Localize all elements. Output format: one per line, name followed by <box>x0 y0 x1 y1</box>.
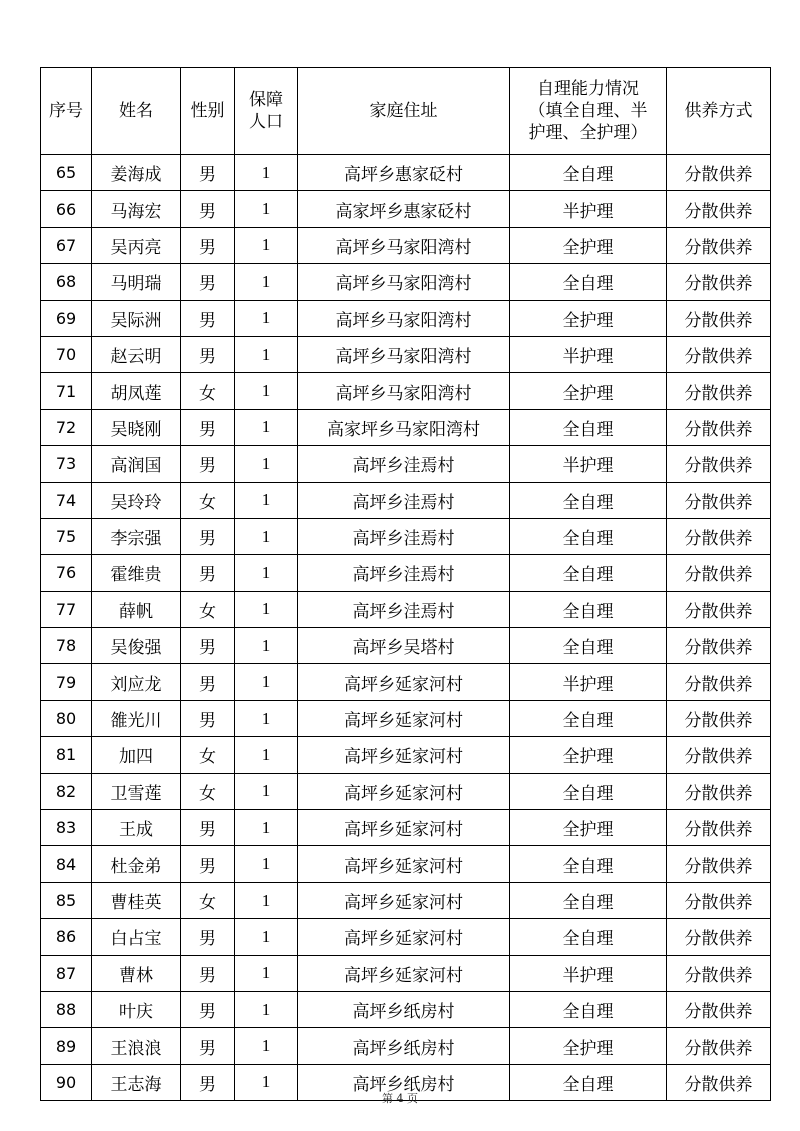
self-care-cell: 全护理 <box>510 227 667 263</box>
covered-count-cell: 1 <box>235 555 298 591</box>
self-care-cell: 全自理 <box>510 155 667 191</box>
table-row <box>41 846 771 882</box>
seq-cell: 74 <box>41 482 92 518</box>
seq-cell: 81 <box>41 737 92 773</box>
support-method-cell: 分散供养 <box>667 628 771 664</box>
seq-cell: 87 <box>41 955 92 991</box>
seq-cell: 84 <box>41 846 92 882</box>
address-cell: 高坪乡洼焉村 <box>298 482 510 518</box>
self-care-cell: 全自理 <box>510 700 667 736</box>
covered-count-cell: 1 <box>235 700 298 736</box>
table-row <box>41 518 771 554</box>
self-care-cell: 全自理 <box>510 591 667 627</box>
covered-count-cell: 1 <box>235 737 298 773</box>
covered-count-cell: 1 <box>235 991 298 1027</box>
name-cell: 胡凤莲 <box>92 373 181 409</box>
name-cell: 吴俊强 <box>92 628 181 664</box>
address-cell: 高坪乡延家河村 <box>298 773 510 809</box>
self-care-cell: 全自理 <box>510 409 667 445</box>
table-row <box>41 446 771 482</box>
address-cell: 高坪乡延家河村 <box>298 737 510 773</box>
name-cell: 刘应龙 <box>92 664 181 700</box>
address-cell: 高坪乡洼焉村 <box>298 555 510 591</box>
name-cell: 曹桂英 <box>92 882 181 918</box>
header-covered-persons <box>235 68 298 155</box>
name-cell: 马明瑞 <box>92 264 181 300</box>
name-cell: 雒光川 <box>92 700 181 736</box>
self-care-cell: 全自理 <box>510 846 667 882</box>
seq-cell: 76 <box>41 555 92 591</box>
self-care-cell: 全自理 <box>510 773 667 809</box>
page-number: 第 4 页 <box>382 1092 418 1105</box>
covered-count-cell: 1 <box>235 446 298 482</box>
name-cell: 曹林 <box>92 955 181 991</box>
name-cell: 吴晓刚 <box>92 409 181 445</box>
address-cell: 高坪乡洼焉村 <box>298 446 510 482</box>
seq-cell: 90 <box>41 1064 92 1100</box>
covered-count-cell: 1 <box>235 882 298 918</box>
seq-cell: 68 <box>41 264 92 300</box>
address-cell: 高坪乡洼焉村 <box>298 591 510 627</box>
support-method-cell: 分散供养 <box>667 846 771 882</box>
covered-count-cell: 1 <box>235 191 298 227</box>
self-care-cell: 全自理 <box>510 482 667 518</box>
support-method-cell: 分散供养 <box>667 300 771 336</box>
address-cell: 高坪乡延家河村 <box>298 700 510 736</box>
gender-cell: 男 <box>181 664 235 700</box>
support-method-cell: 分散供养 <box>667 482 771 518</box>
covered-count-cell: 1 <box>235 373 298 409</box>
table-row <box>41 155 771 191</box>
gender-cell: 男 <box>181 518 235 554</box>
seq-cell: 65 <box>41 155 92 191</box>
self-care-cell: 半护理 <box>510 191 667 227</box>
covered-count-cell: 1 <box>235 1028 298 1064</box>
address-cell: 高坪乡纸房村 <box>298 1064 510 1100</box>
covered-count-cell: 1 <box>235 955 298 991</box>
seq-cell: 71 <box>41 373 92 409</box>
header-gender: 性别 <box>181 68 235 155</box>
address-cell: 高坪乡纸房村 <box>298 991 510 1027</box>
covered-count-cell: 1 <box>235 664 298 700</box>
seq-cell: 82 <box>41 773 92 809</box>
name-cell: 李宗强 <box>92 518 181 554</box>
seq-cell: 88 <box>41 991 92 1027</box>
header-covered-line-2: 人口 <box>249 112 283 132</box>
gender-cell: 男 <box>181 155 235 191</box>
seq-cell: 79 <box>41 664 92 700</box>
table-row <box>41 409 771 445</box>
gender-cell: 女 <box>181 591 235 627</box>
support-method-cell: 分散供养 <box>667 373 771 409</box>
support-method-cell: 分散供养 <box>667 1064 771 1100</box>
self-care-cell: 全自理 <box>510 919 667 955</box>
seq-cell: 77 <box>41 591 92 627</box>
support-method-cell: 分散供养 <box>667 446 771 482</box>
self-care-cell: 全护理 <box>510 810 667 846</box>
support-method-cell: 分散供养 <box>667 191 771 227</box>
covered-count-cell: 1 <box>235 810 298 846</box>
name-cell: 叶庆 <box>92 991 181 1027</box>
support-method-cell: 分散供养 <box>667 518 771 554</box>
covered-count-cell: 1 <box>235 518 298 554</box>
table-row <box>41 591 771 627</box>
name-cell: 王成 <box>92 810 181 846</box>
gender-cell: 男 <box>181 991 235 1027</box>
table-row <box>41 919 771 955</box>
covered-count-cell: 1 <box>235 773 298 809</box>
seq-cell: 83 <box>41 810 92 846</box>
seq-cell: 86 <box>41 919 92 955</box>
address-cell: 高坪乡洼焉村 <box>298 518 510 554</box>
self-care-cell: 半护理 <box>510 955 667 991</box>
address-cell: 高坪乡延家河村 <box>298 664 510 700</box>
self-care-cell: 全自理 <box>510 882 667 918</box>
self-care-cell: 全自理 <box>510 628 667 664</box>
table-row <box>41 773 771 809</box>
gender-cell: 男 <box>181 409 235 445</box>
covered-count-cell: 1 <box>235 336 298 372</box>
gender-cell: 男 <box>181 919 235 955</box>
support-method-cell: 分散供养 <box>667 336 771 372</box>
gender-cell: 男 <box>181 264 235 300</box>
gender-cell: 女 <box>181 482 235 518</box>
support-method-cell: 分散供养 <box>667 555 771 591</box>
self-care-cell: 全自理 <box>510 991 667 1027</box>
seq-cell: 85 <box>41 882 92 918</box>
covered-count-cell: 1 <box>235 409 298 445</box>
support-method-cell: 分散供养 <box>667 737 771 773</box>
support-method-cell: 分散供养 <box>667 227 771 263</box>
table-row <box>41 336 771 372</box>
address-cell: 高坪乡马家阳湾村 <box>298 300 510 336</box>
gender-cell: 男 <box>181 191 235 227</box>
seq-cell: 72 <box>41 409 92 445</box>
self-care-cell: 半护理 <box>510 664 667 700</box>
header-address: 家庭住址 <box>298 68 510 155</box>
header-self-care-line-3: 护理、全护理） <box>528 123 648 143</box>
address-cell: 高坪乡延家河村 <box>298 810 510 846</box>
support-method-cell: 分散供养 <box>667 1028 771 1064</box>
support-method-cell: 分散供养 <box>667 264 771 300</box>
gender-cell: 男 <box>181 1064 235 1100</box>
seq-cell: 78 <box>41 628 92 664</box>
name-cell: 薛帆 <box>92 591 181 627</box>
table-row <box>41 810 771 846</box>
covered-count-cell: 1 <box>235 846 298 882</box>
name-cell: 杜金弟 <box>92 846 181 882</box>
gender-cell: 男 <box>181 1028 235 1064</box>
self-care-cell: 半护理 <box>510 446 667 482</box>
address-cell: 高坪乡马家阳湾村 <box>298 336 510 372</box>
seq-cell: 70 <box>41 336 92 372</box>
name-cell: 卫雪莲 <box>92 773 181 809</box>
address-cell: 高坪乡纸房村 <box>298 1028 510 1064</box>
table-row <box>41 1028 771 1064</box>
name-cell: 高润国 <box>92 446 181 482</box>
name-cell: 加四 <box>92 737 181 773</box>
support-method-cell: 分散供养 <box>667 955 771 991</box>
name-cell: 白占宝 <box>92 919 181 955</box>
address-cell: 高坪乡马家阳湾村 <box>298 227 510 263</box>
self-care-cell: 全自理 <box>510 1064 667 1100</box>
self-care-cell: 全护理 <box>510 737 667 773</box>
support-method-cell: 分散供养 <box>667 155 771 191</box>
table-row <box>41 227 771 263</box>
name-cell: 马海宏 <box>92 191 181 227</box>
self-care-cell: 全自理 <box>510 518 667 554</box>
address-cell: 高坪乡延家河村 <box>298 846 510 882</box>
header-name: 姓名 <box>92 68 181 155</box>
covered-count-cell: 1 <box>235 919 298 955</box>
name-cell: 吴玲玲 <box>92 482 181 518</box>
support-method-cell: 分散供养 <box>667 409 771 445</box>
self-care-cell: 全自理 <box>510 555 667 591</box>
seq-cell: 89 <box>41 1028 92 1064</box>
address-cell: 高家坪乡惠家砭村 <box>298 191 510 227</box>
header-self-care-line-2: （填全自理、半 <box>528 101 648 121</box>
header-seq: 序号 <box>41 68 92 155</box>
table-row <box>41 482 771 518</box>
support-method-cell: 分散供养 <box>667 664 771 700</box>
covered-count-cell: 1 <box>235 1064 298 1100</box>
name-cell: 王浪浪 <box>92 1028 181 1064</box>
covered-count-cell: 1 <box>235 482 298 518</box>
seq-cell: 69 <box>41 300 92 336</box>
gender-cell: 男 <box>181 846 235 882</box>
address-cell: 高坪乡惠家砭村 <box>298 155 510 191</box>
covered-count-cell: 1 <box>235 628 298 664</box>
table-row <box>41 955 771 991</box>
table-row <box>41 373 771 409</box>
table-row <box>41 991 771 1027</box>
address-cell: 高坪乡延家河村 <box>298 919 510 955</box>
covered-count-cell: 1 <box>235 300 298 336</box>
gender-cell: 女 <box>181 737 235 773</box>
header-self-care <box>510 68 667 155</box>
covered-count-cell: 1 <box>235 155 298 191</box>
seq-cell: 67 <box>41 227 92 263</box>
gender-cell: 男 <box>181 446 235 482</box>
gender-cell: 男 <box>181 628 235 664</box>
gender-cell: 女 <box>181 373 235 409</box>
gender-cell: 男 <box>181 555 235 591</box>
self-care-cell: 全护理 <box>510 300 667 336</box>
gender-cell: 男 <box>181 300 235 336</box>
support-method-cell: 分散供养 <box>667 991 771 1027</box>
gender-cell: 男 <box>181 336 235 372</box>
covered-count-cell: 1 <box>235 264 298 300</box>
table-row <box>41 882 771 918</box>
table-row <box>41 300 771 336</box>
gender-cell: 男 <box>181 955 235 991</box>
support-method-cell: 分散供养 <box>667 773 771 809</box>
support-method-cell: 分散供养 <box>667 700 771 736</box>
name-cell: 赵云明 <box>92 336 181 372</box>
gender-cell: 女 <box>181 773 235 809</box>
address-cell: 高坪乡延家河村 <box>298 882 510 918</box>
seq-cell: 73 <box>41 446 92 482</box>
name-cell: 吴际洲 <box>92 300 181 336</box>
support-method-cell: 分散供养 <box>667 882 771 918</box>
gender-cell: 男 <box>181 810 235 846</box>
table-header-row <box>41 68 771 155</box>
seq-cell: 66 <box>41 191 92 227</box>
table-row <box>41 628 771 664</box>
gender-cell: 男 <box>181 700 235 736</box>
header-self-care-line-1: 自理能力情况 <box>537 79 639 99</box>
address-cell: 高坪乡马家阳湾村 <box>298 373 510 409</box>
support-method-cell: 分散供养 <box>667 919 771 955</box>
seq-cell: 80 <box>41 700 92 736</box>
table-row <box>41 555 771 591</box>
name-cell: 霍维贵 <box>92 555 181 591</box>
support-recipients-table <box>40 67 771 1101</box>
table-row <box>41 737 771 773</box>
self-care-cell: 全护理 <box>510 373 667 409</box>
seq-cell: 75 <box>41 518 92 554</box>
header-covered-line-1: 保障 <box>249 90 283 110</box>
gender-cell: 男 <box>181 227 235 263</box>
self-care-cell: 半护理 <box>510 336 667 372</box>
address-cell: 高坪乡吴塔村 <box>298 628 510 664</box>
self-care-cell: 全护理 <box>510 1028 667 1064</box>
covered-count-cell: 1 <box>235 591 298 627</box>
name-cell: 姜海成 <box>92 155 181 191</box>
support-method-cell: 分散供养 <box>667 591 771 627</box>
table-row <box>41 191 771 227</box>
address-cell: 高家坪乡马家阳湾村 <box>298 409 510 445</box>
table-row <box>41 664 771 700</box>
covered-count-cell: 1 <box>235 227 298 263</box>
support-method-cell: 分散供养 <box>667 810 771 846</box>
header-support-method: 供养方式 <box>667 68 771 155</box>
address-cell: 高坪乡马家阳湾村 <box>298 264 510 300</box>
table-row <box>41 700 771 736</box>
self-care-cell: 全自理 <box>510 264 667 300</box>
gender-cell: 女 <box>181 882 235 918</box>
name-cell: 吴丙亮 <box>92 227 181 263</box>
address-cell: 高坪乡延家河村 <box>298 955 510 991</box>
name-cell: 王志海 <box>92 1064 181 1100</box>
table-row <box>41 264 771 300</box>
